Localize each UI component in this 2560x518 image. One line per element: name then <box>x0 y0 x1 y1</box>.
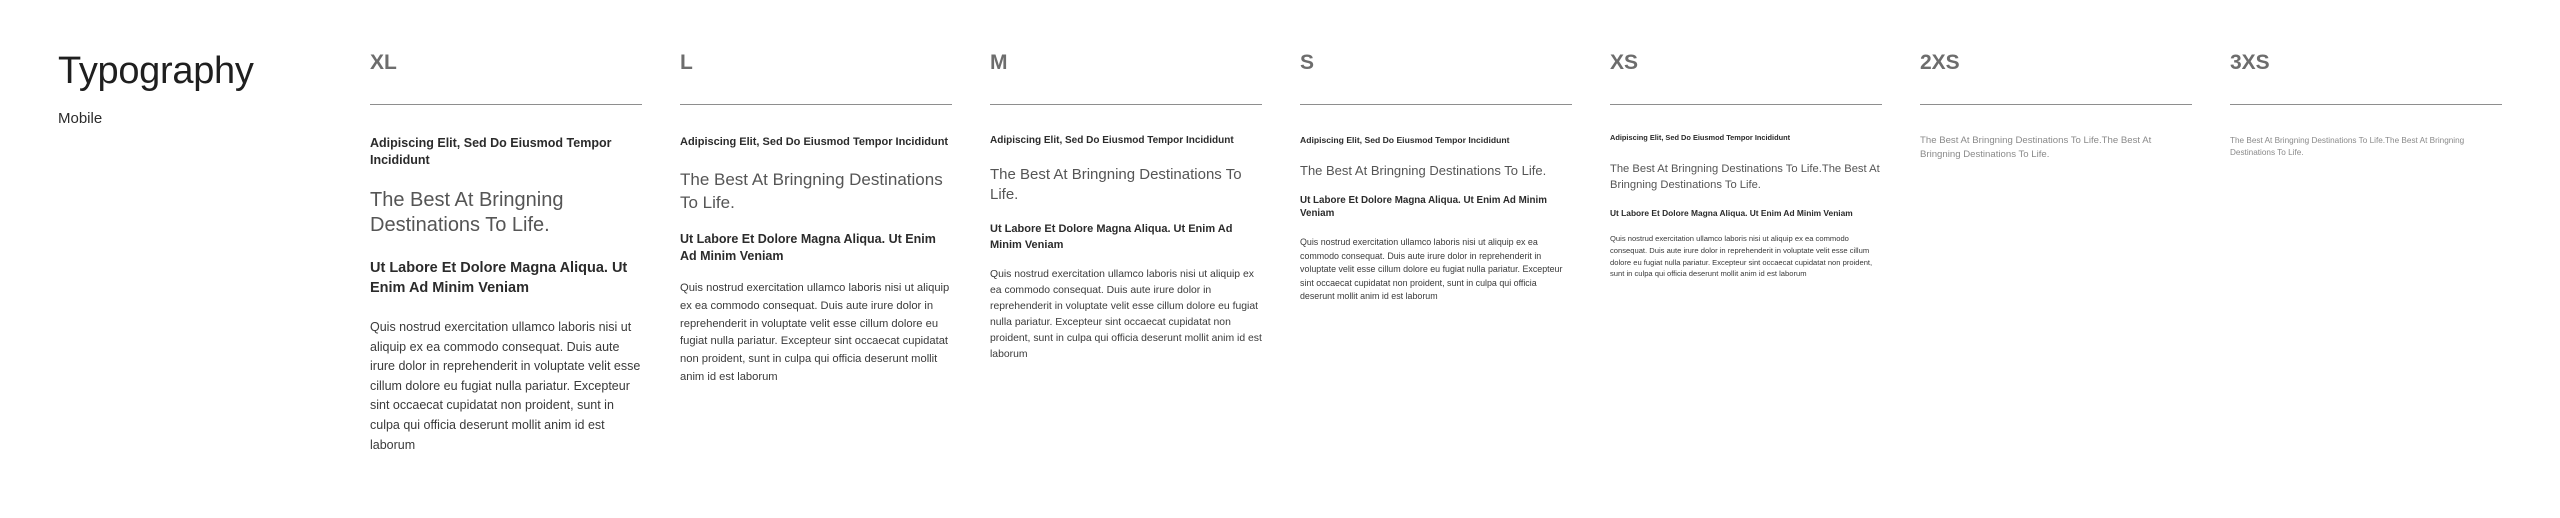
heading-sample: Ut Labore Et Dolore Magna Aliqua. Ut Enim Ad Minim Veniam <box>990 223 1233 251</box>
display-sample: The Best At Bringning Destinations To Life.The Best At Bringning Destinations To Life. <box>1610 163 1880 191</box>
heading-sample: Ut Labore Et Dolore Magna Aliqua. Ut Enim Ad Minim Veniam <box>370 260 628 296</box>
page-title: Typography <box>58 50 254 92</box>
heading-sample: Ut Labore Et Dolore Magna Aliqua. Ut Enim Ad Minim Veniam <box>1300 195 1547 219</box>
heading-sample: Ut Labore Et Dolore Magna Aliqua. Ut Enim Ad Minim Veniam <box>680 232 936 263</box>
heading-sample: Ut Labore Et Dolore Magna Aliqua. Ut Enim Ad Minim Veniam <box>1610 208 1853 218</box>
intro-block <box>58 48 308 127</box>
body-sample: Quis nostrud exercitation ullamco laboris nisi ut aliquip ex ea commodo consequat. Duis aute irure dolor in reprehenderit in voluptate velit esse cillum dolore eu fugiat nulla pariatur. Excepteur sint occaecat cupidatat non proident, sunt in culpa qui officia deserunt mollit anim id est laborum <box>680 282 950 383</box>
column-divider <box>680 104 952 105</box>
body-sample: Quis nostrud exercitation ullamco laboris nisi ut aliquip ex ea commodo consequat. Duis aute irure dolor in reprehenderit in voluptate velit esse cillum dolore eu fugiat nulla pariatur. Excepteur sint occaecat cupidatat non proident, sunt in culpa qui officia deserunt mollit anim id est laborum <box>990 269 1262 360</box>
column-divider <box>1610 104 1882 105</box>
column-title: XL <box>370 51 397 74</box>
column-title: L <box>680 51 693 74</box>
typography-column-xl <box>370 50 642 455</box>
caption-sample: The Best At Bringning Destinations To Life.The Best At Bringning Destinations To Life. <box>1920 135 2152 160</box>
typography-column-l <box>680 50 952 387</box>
column-title: XS <box>1610 51 1639 74</box>
typography-column-xs <box>1610 50 1882 280</box>
typography-column-2xs <box>1920 50 2192 161</box>
column-title: 2XS <box>1920 51 1960 74</box>
display-sample: The Best At Bringning Destinations To Life. <box>990 166 1242 203</box>
column-divider <box>1920 104 2192 105</box>
typography-column-m <box>990 50 1262 363</box>
overline-sample: Adipiscing Elit, Sed Do Eiusmod Tempor Incididunt <box>370 136 612 167</box>
display-sample: The Best At Bringning Destinations To Life. <box>1300 163 1547 178</box>
caption-sample: The Best At Bringning Destinations To Life.The Best At Bringning Destinations To Life. <box>2230 136 2465 157</box>
overline-sample: Adipiscing Elit, Sed Do Eiusmod Tempor Incididunt <box>1610 133 1791 142</box>
page-subtitle: Mobile <box>58 110 103 127</box>
column-title: 3XS <box>2230 51 2270 74</box>
column-divider <box>990 104 1262 105</box>
column-divider <box>2230 104 2502 105</box>
body-sample: Quis nostrud exercitation ullamco laboris nisi ut aliquip ex ea commodo consequat. Duis aute irure dolor in reprehenderit in voluptate velit esse cillum dolore eu fugiat nulla pariatur. Excepteur sint occaecat cupidatat non proident, sunt in culpa qui officia deserunt mollit anim id est laborum <box>370 320 641 452</box>
typography-column-s <box>1300 50 1572 304</box>
column-title: S <box>1300 51 1315 74</box>
overline-sample: Adipiscing Elit, Sed Do Eiusmod Tempor Incididunt <box>990 135 1234 146</box>
body-sample: Quis nostrud exercitation ullamco laboris nisi ut aliquip ex ea commodo consequat. Duis aute irure dolor in reprehenderit in voluptate velit esse cillum dolore eu fugiat nulla pariatur. Excepteur sint occaecat cupidatat non proident, sunt in culpa qui officia deserunt mollit anim id est laborum <box>1300 237 1563 302</box>
overline-sample: Adipiscing Elit, Sed Do Eiusmod Tempor Incididunt <box>1300 135 1510 145</box>
typography-column-3xs <box>2230 50 2502 159</box>
overline-sample: Adipiscing Elit, Sed Do Eiusmod Tempor Incididunt <box>680 136 949 148</box>
column-title: M <box>990 51 1008 74</box>
body-sample: Quis nostrud exercitation ullamco laboris nisi ut aliquip ex ea commodo consequat. Duis aute irure dolor in reprehenderit in voluptate velit esse cillum dolore eu fugiat nulla pariatur. Excepteur sint occaecat cupidatat non proident, sunt in culpa qui officia deserunt mollit anim id est laborum <box>1610 234 1873 279</box>
column-divider <box>1300 104 1572 105</box>
display-sample: The Best At Bringning Destinations To Life. <box>370 189 564 236</box>
column-divider <box>370 104 642 105</box>
display-sample: The Best At Bringning Destinations To Life. <box>680 170 943 212</box>
